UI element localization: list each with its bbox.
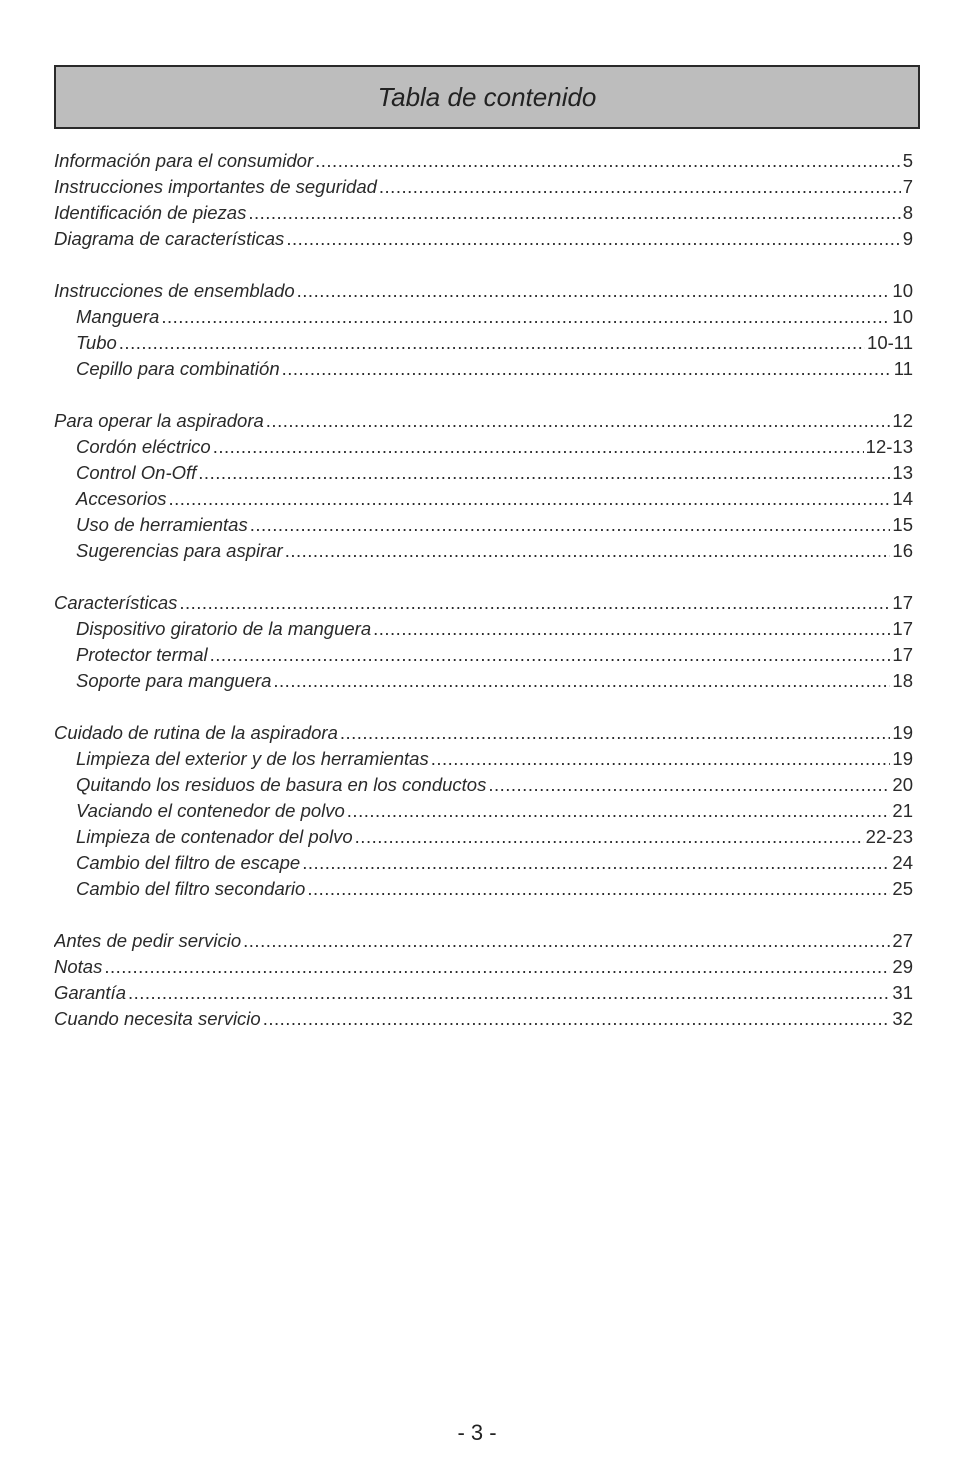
toc-subentry: [54, 824, 913, 850]
toc-entry-page: 10: [892, 280, 913, 301]
toc-entry-label: Dispositivo giratorio de la manguera: [76, 618, 372, 639]
toc-entry: [54, 226, 913, 252]
toc-subentry: [54, 668, 913, 694]
toc-entry-label: Cuando necesita servicio: [54, 1008, 261, 1029]
toc-title-box: [54, 65, 920, 129]
toc-entry-label: Antes de pedir servicio: [54, 930, 242, 951]
toc-entry-page: 21: [892, 800, 913, 821]
toc-entry-page: 27: [892, 930, 913, 951]
dot-leader: [119, 330, 865, 356]
toc-entry-page: 17: [892, 618, 913, 639]
toc-subentry: [54, 356, 913, 382]
toc-entry-page: 17: [892, 592, 913, 613]
toc-entry-page: 31: [892, 982, 913, 1003]
toc-subentry: [54, 746, 913, 772]
dot-leader: [161, 304, 890, 330]
toc-entry-label: Cordón eléctrico: [76, 436, 211, 457]
toc-entry: [54, 1006, 913, 1032]
toc-entry-page: 15: [892, 514, 913, 535]
dot-leader: [213, 434, 864, 460]
toc-entry: [54, 928, 913, 954]
toc-entry-label: Características: [54, 592, 178, 613]
toc-entry-label: Información para el consumidor: [54, 150, 314, 171]
toc-entry-page: 8: [902, 202, 913, 223]
dot-leader: [431, 746, 891, 772]
toc-subentry: [54, 486, 913, 512]
toc-entry-label: Cambio del filtro secondario: [76, 878, 306, 899]
toc-entry-label: Notas: [54, 956, 103, 977]
page-title: Tabla de contenido: [377, 81, 597, 112]
dot-leader: [263, 1006, 891, 1032]
toc-entry-page: 9: [902, 228, 913, 249]
toc-entry-label: Garantía: [54, 982, 126, 1003]
toc-entry-page: 14: [892, 488, 913, 509]
toc-entry-page: 17: [892, 644, 913, 665]
toc-subentry: [54, 772, 913, 798]
toc-subentry: [54, 850, 913, 876]
toc-group: [54, 278, 913, 382]
toc-subentry: [54, 460, 913, 486]
toc-subentry: [54, 304, 913, 330]
toc-entry: [54, 954, 913, 980]
toc-entry: [54, 278, 913, 304]
toc-entry: [54, 174, 913, 200]
toc-entry-label: Cepillo para combinatión: [76, 358, 280, 379]
toc-entry-label: Control On-Off: [76, 462, 197, 483]
dot-leader: [373, 616, 890, 642]
toc-entry-label: Tubo: [76, 332, 117, 353]
toc-entry-label: Instrucciones importantes de seguridad: [54, 176, 377, 197]
toc-entry-page: 20: [892, 774, 913, 795]
toc-entry-label: Cuidado de rutina de la aspiradora: [54, 722, 338, 743]
toc-group: [54, 720, 913, 902]
dot-leader: [128, 980, 890, 1006]
toc-entry-label: Uso de herramientas: [76, 514, 248, 535]
dot-leader: [307, 876, 890, 902]
dot-leader: [198, 460, 890, 486]
toc-entry-label: Quitando los residuos de basura en los conductos: [76, 774, 487, 795]
dot-leader: [179, 590, 890, 616]
dot-leader: [286, 226, 900, 252]
toc-group: [54, 148, 913, 252]
toc-subentry: [54, 798, 913, 824]
toc-entry-label: Sugerencias para aspirar: [76, 540, 283, 561]
toc-entry-page: 19: [892, 748, 913, 769]
toc-entry-page: 25: [892, 878, 913, 899]
toc-entry: [54, 590, 913, 616]
dot-leader: [248, 200, 900, 226]
toc-entry-label: Limpieza del exterior y de los herramientas: [76, 748, 429, 769]
dot-leader: [168, 486, 890, 512]
toc-entry-page: 22-23: [865, 826, 913, 847]
toc-entry: [54, 408, 913, 434]
toc-group: [54, 590, 913, 694]
toc-entry-page: 24: [892, 852, 913, 873]
toc-entry-label: Protector termal: [76, 644, 208, 665]
dot-leader: [297, 278, 891, 304]
toc-entry-label: Vaciando el contenedor de polvo: [76, 800, 345, 821]
toc-entry: [54, 980, 913, 1006]
dot-leader: [285, 538, 891, 564]
toc-entry: [54, 200, 913, 226]
dot-leader: [315, 148, 901, 174]
toc-group: [54, 408, 913, 564]
page-number: - 3 -: [457, 1420, 497, 1445]
dot-leader: [379, 174, 901, 200]
toc-entry-label: Para operar la aspiradora: [54, 410, 264, 431]
toc-entry-page: 11: [893, 358, 913, 379]
toc-entry-label: Manguera: [76, 306, 160, 327]
toc-entry-page: 16: [892, 540, 913, 561]
toc-entry-label: Instrucciones de ensemblado: [54, 280, 295, 301]
toc-entry-page: 12-13: [865, 436, 913, 457]
dot-leader: [243, 928, 890, 954]
toc-entry-label: Identificación de piezas: [54, 202, 247, 223]
toc-subentry: [54, 876, 913, 902]
toc-entry-label: Limpieza de contenador del polvo: [76, 826, 353, 847]
dot-leader: [355, 824, 864, 850]
toc-entry-page: 19: [892, 722, 913, 743]
dot-leader: [104, 954, 890, 980]
toc-entry-page: 29: [892, 956, 913, 977]
toc-subentry: [54, 512, 913, 538]
toc-entry-page: 12: [892, 410, 913, 431]
dot-leader: [282, 356, 892, 382]
toc-entry-page: 10-11: [867, 332, 913, 353]
toc-entry-page: 10: [892, 306, 913, 327]
dot-leader: [347, 798, 891, 824]
toc-entry-page: 5: [902, 150, 913, 171]
toc-subentry: [54, 330, 913, 356]
toc-entry-page: 32: [892, 1008, 913, 1029]
toc-entry: [54, 720, 913, 746]
toc-entry-label: Accesorios: [76, 488, 167, 509]
toc-entry-page: 13: [892, 462, 913, 483]
toc-entry-label: Soporte para manguera: [76, 670, 272, 691]
dot-leader: [273, 668, 890, 694]
dot-leader: [488, 772, 890, 798]
toc-subentry: [54, 538, 913, 564]
toc-entry-page: 7: [902, 176, 913, 197]
toc-subentry: [54, 434, 913, 460]
toc-subentry: [54, 616, 913, 642]
dot-leader: [302, 850, 890, 876]
dot-leader: [266, 408, 891, 434]
table-of-contents: [54, 148, 913, 1058]
toc-subentry: [54, 642, 913, 668]
toc-entry-label: Diagrama de características: [54, 228, 285, 249]
toc-group: [54, 928, 913, 1032]
dot-leader: [250, 512, 891, 538]
toc-entry: [54, 148, 913, 174]
toc-entry-page: 18: [892, 670, 913, 691]
toc-entry-label: Cambio del filtro de escape: [76, 852, 301, 873]
dot-leader: [210, 642, 891, 668]
dot-leader: [340, 720, 891, 746]
